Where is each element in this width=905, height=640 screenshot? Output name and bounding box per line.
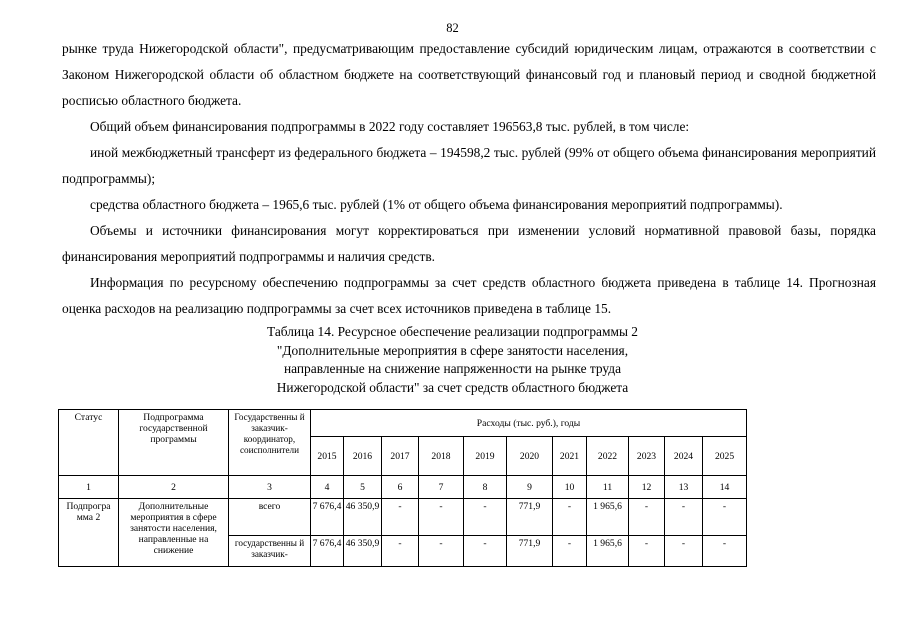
column-number: 11 <box>587 476 629 499</box>
caption-line: "Дополнительные мероприятия в сфере занятости населения, <box>276 342 629 358</box>
year-cell: 2020 <box>507 437 553 476</box>
caption-line: направленные на снижение напряженности на рынке труда <box>283 361 622 377</box>
status-cell: Подпрогра мма 2 <box>59 499 119 567</box>
table-caption <box>0 323 905 397</box>
column-number: 9 <box>507 476 553 499</box>
table-row <box>59 499 747 536</box>
header-expenses: Расходы (тыс. руб.), годы <box>311 410 747 437</box>
value-cell: - <box>629 499 665 536</box>
value-cell: - <box>464 536 507 567</box>
year-cell: 2019 <box>464 437 507 476</box>
value-cell: 7 676,4 <box>311 499 344 536</box>
header-customer: Государственны й заказчик-координатор, соисполнители <box>229 410 311 476</box>
column-number: 13 <box>665 476 703 499</box>
value-cell: 46 350,9 <box>344 536 382 567</box>
year-cell: 2017 <box>382 437 419 476</box>
value-cell: - <box>703 499 747 536</box>
value-cell: 1 965,6 <box>587 499 629 536</box>
column-number: 12 <box>629 476 665 499</box>
year-cell: 2023 <box>629 437 665 476</box>
column-number: 5 <box>344 476 382 499</box>
column-number: 8 <box>464 476 507 499</box>
paragraph-2: Общий объем финансирования подпрограммы в 2022 году составляет 196563,8 тыс. рублей, в том числе: <box>90 119 690 134</box>
year-cell: 2024 <box>665 437 703 476</box>
value-cell: - <box>553 536 587 567</box>
paragraph-6: Информация по ресурсному обеспечению подпрограммы за счет средств областного бюджета приведена в таблице 14. Прогнозная оценка расходов на реализацию подпрограммы за счет всех источников приведена в таблице 15. <box>62 275 876 316</box>
value-cell: - <box>629 536 665 567</box>
body-text <box>62 36 876 322</box>
column-number: 10 <box>553 476 587 499</box>
year-cell: 2021 <box>553 437 587 476</box>
column-number: 4 <box>311 476 344 499</box>
column-number: 1 <box>59 476 119 499</box>
value-cell: - <box>382 499 419 536</box>
customer-cell: государственны й заказчик- <box>229 536 311 567</box>
column-number-row <box>59 476 747 499</box>
value-cell: 7 676,4 <box>311 536 344 567</box>
value-cell: - <box>419 499 464 536</box>
customer-cell: всего <box>229 499 311 536</box>
subprogram-cell: Дополнительные мероприятия в сфере занятости населения, направленные на снижение <box>119 499 229 567</box>
value-cell: 771,9 <box>507 499 553 536</box>
value-cell: - <box>703 536 747 567</box>
year-cell: 2016 <box>344 437 382 476</box>
caption-line: Нижегородской области" за счет средств областного бюджета <box>276 379 629 395</box>
column-number: 3 <box>229 476 311 499</box>
header-row <box>59 410 747 437</box>
paragraph-3: иной межбюджетный трансферт из федерального бюджета – 194598,2 тыс. рублей (99% от общего объема финансирования мероприятий подпрограммы); <box>62 145 876 186</box>
value-cell: - <box>464 499 507 536</box>
year-cell: 2015 <box>311 437 344 476</box>
value-cell: - <box>553 499 587 536</box>
value-cell: 771,9 <box>507 536 553 567</box>
page-number: 82 <box>446 21 459 35</box>
column-number: 7 <box>419 476 464 499</box>
paragraph-4: средства областного бюджета – 1965,6 тыс. рублей (1% от общего объема финансирования мероприятий подпрограммы). <box>90 197 783 212</box>
value-cell: - <box>382 536 419 567</box>
year-cell: 2022 <box>587 437 629 476</box>
year-cell: 2025 <box>703 437 747 476</box>
value-cell: 46 350,9 <box>344 499 382 536</box>
value-cell: 1 965,6 <box>587 536 629 567</box>
column-number: 2 <box>119 476 229 499</box>
value-cell: - <box>419 536 464 567</box>
value-cell: - <box>665 499 703 536</box>
year-cell: 2018 <box>419 437 464 476</box>
paragraph-1: рынке труда Нижегородской области", предусматривающим предоставление субсидий юридическим лицам, отражаются в соответствии с Законом Нижегородской области об областном бюджете на соответствующий финансовый год и плановый период и сводной бюджетной росписью областного бюджета. <box>62 41 876 108</box>
header-status: Статус <box>59 410 119 476</box>
header-subprogram: Подпрограмма государственной программы <box>119 410 229 476</box>
paragraph-5: Объемы и источники финансирования могут корректироваться при изменении условий нормативной правовой базы, порядка финансирования мероприятий подпрограммы и наличия средств. <box>62 223 876 264</box>
column-number: 6 <box>382 476 419 499</box>
column-number: 14 <box>703 476 747 499</box>
resource-table <box>58 409 747 567</box>
value-cell: - <box>665 536 703 567</box>
caption-line: Таблица 14. Ресурсное обеспечение реализации подпрограммы 2 <box>266 324 638 339</box>
